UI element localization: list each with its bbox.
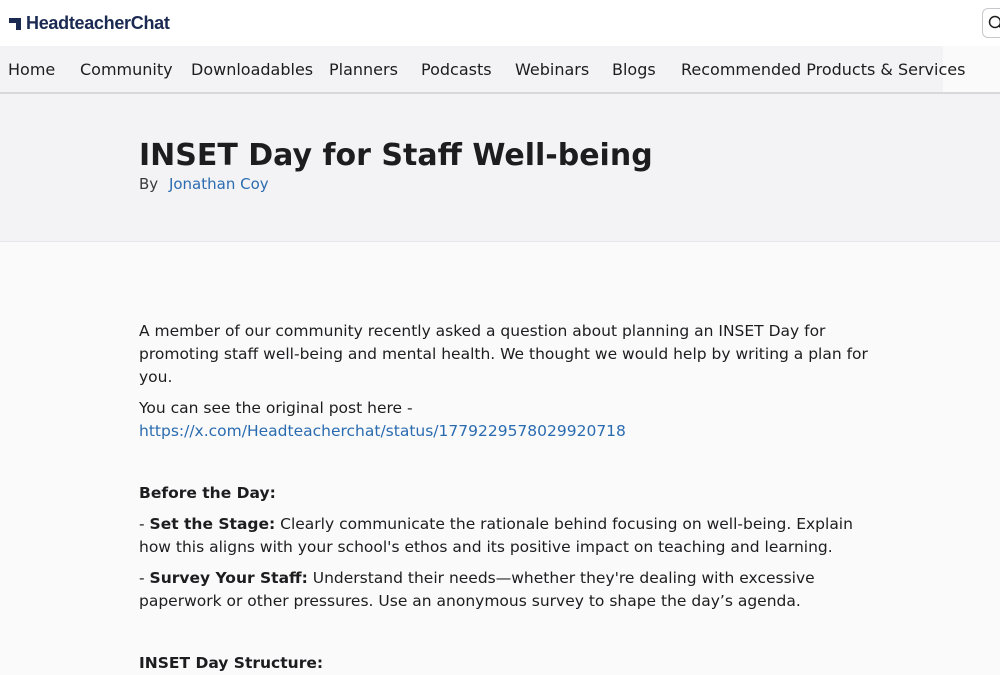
point-lead: Set the Stage: bbox=[150, 515, 276, 533]
point-survey: - Survey Your Staff: Understand their needs—whether they're dealing with excessive paperwork or other pressures. Use an anonymous survey to shape the day’s agenda. bbox=[139, 567, 879, 613]
logo-text: HeadteacherChat bbox=[26, 13, 170, 34]
nav-item-recommended[interactable]: Recommended Products & Services bbox=[681, 60, 965, 80]
nav-item-home[interactable]: Home bbox=[8, 60, 55, 80]
source-prefix: You can see the original post here - bbox=[139, 399, 413, 417]
source-paragraph bbox=[139, 397, 879, 443]
nav-item-community[interactable]: Community bbox=[80, 60, 173, 80]
source-link[interactable]: https://x.com/Headteacherchat/status/1779229578029920718 bbox=[139, 422, 626, 440]
nav-item-webinars[interactable]: Webinars bbox=[515, 60, 589, 80]
by-label: By bbox=[139, 175, 158, 193]
author-link[interactable]: Jonathan Coy bbox=[169, 175, 269, 193]
article-body bbox=[139, 320, 879, 675]
point-text: Clearly communicate the rationale behind focusing on well-being. Explain how this aligns with your school's ethos and its positive impact on teaching and learning. bbox=[139, 515, 853, 556]
point-set-stage: - Set the Stage: Clearly communicate the rationale behind focusing on well-being. Explain how this aligns with your school's ethos and its positive impact on teaching and learning. bbox=[139, 513, 879, 559]
intro-paragraph: A member of our community recently asked a question about planning an INSET Day for promoting staff well-being and mental health. We thought we would help by writing a plan for you. bbox=[139, 320, 879, 389]
point-text: Understand their needs—whether they're dealing with excessive paperwork or other pressures. Use an anonymous survey to shape the day’s agenda. bbox=[139, 569, 815, 610]
logo-mark-icon bbox=[8, 17, 22, 31]
nav-item-podcasts[interactable]: Podcasts bbox=[421, 60, 492, 80]
byline bbox=[139, 174, 269, 194]
before-heading: Before the Day: bbox=[139, 482, 879, 505]
nav-item-downloadables[interactable]: Downloadables bbox=[191, 60, 313, 80]
site-logo[interactable] bbox=[8, 13, 170, 34]
nav-item-blogs[interactable]: Blogs bbox=[612, 60, 656, 80]
structure-heading: INSET Day Structure: bbox=[139, 652, 879, 675]
nav-item-planners[interactable]: Planners bbox=[329, 60, 398, 80]
page-title: INSET Day for Staff Well-being bbox=[139, 136, 653, 176]
search-button[interactable] bbox=[982, 8, 1000, 38]
search-icon bbox=[988, 15, 1000, 31]
point-lead: Survey Your Staff: bbox=[150, 569, 308, 587]
